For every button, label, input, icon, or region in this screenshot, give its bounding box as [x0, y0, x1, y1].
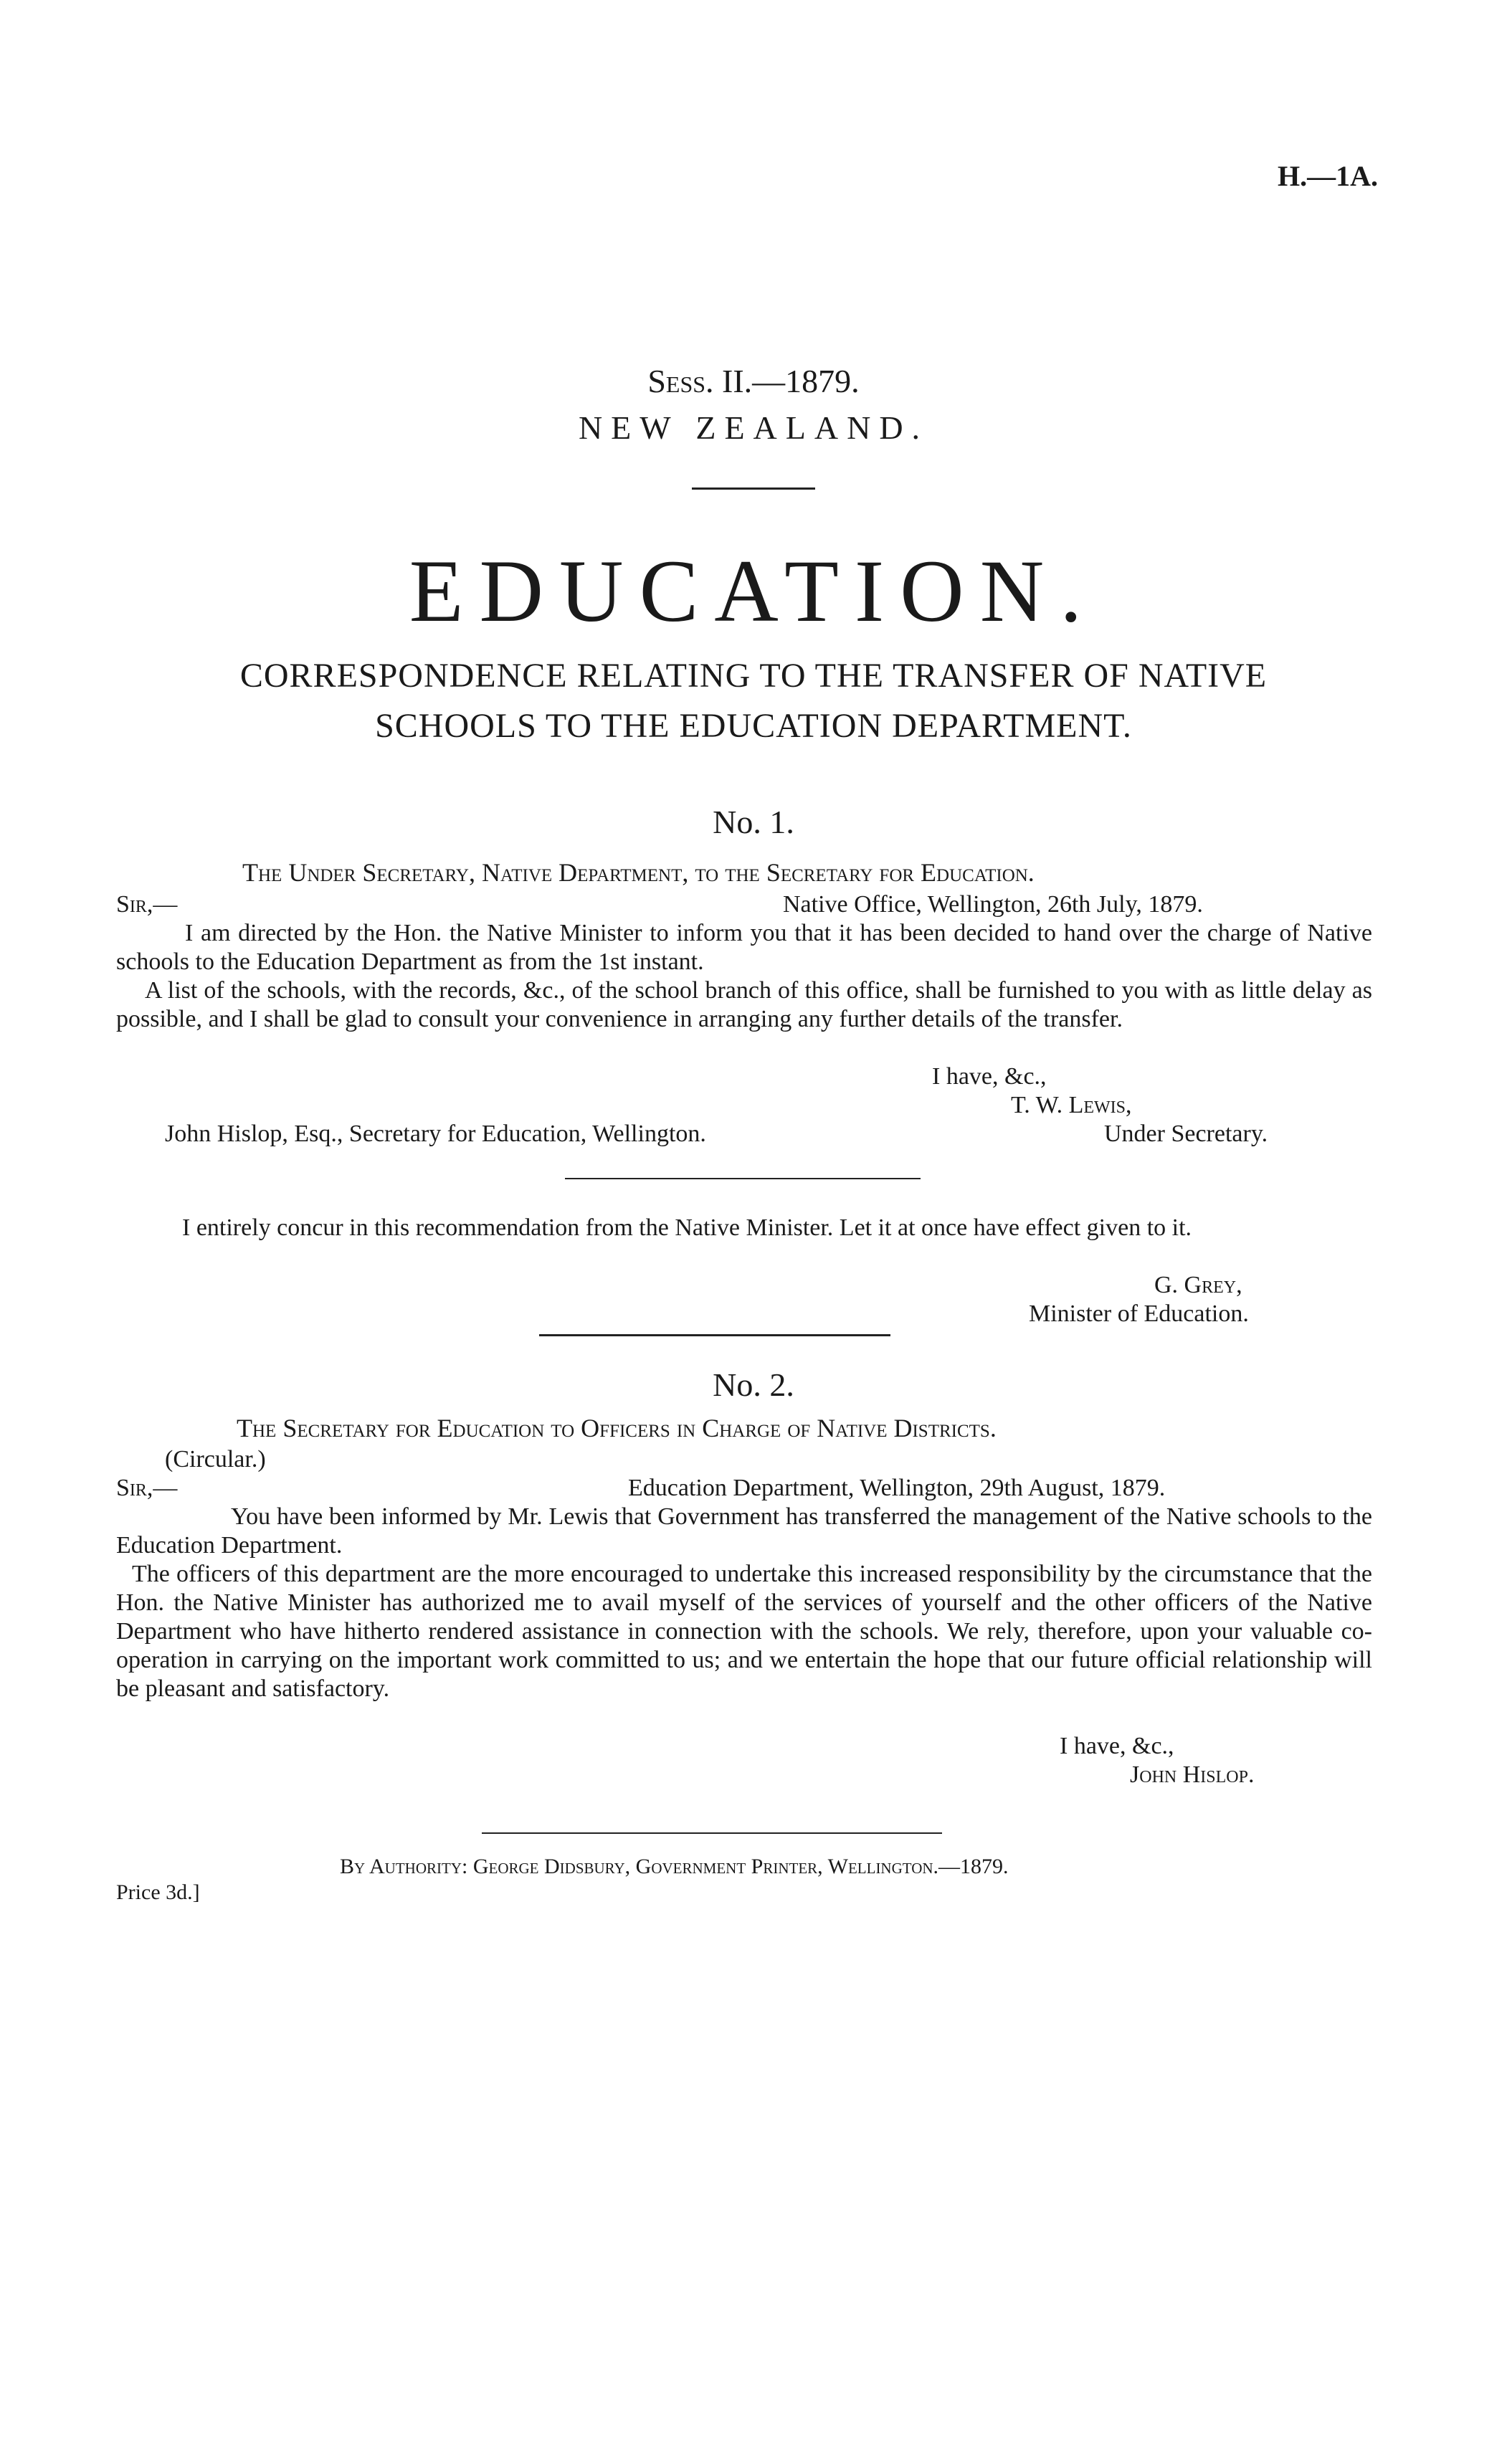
letter-1-paragraph-2: [116, 976, 1372, 1034]
letter-1-number: No. 1.: [713, 804, 794, 840]
letter-1-heading: The Under Secretary, Native Department, to the Secretary for Education.: [242, 858, 1035, 887]
title-divider: [692, 487, 815, 490]
letter-2-paragraph-2: [116, 1560, 1372, 1703]
letter-1-addressee: John Hislop, Esq., Secretary for Education, Wellington.: [165, 1121, 706, 1147]
letter-1-salutation: Sir,—: [116, 891, 178, 918]
footer-divider: [482, 1832, 942, 1834]
page-reference: H.—1A.: [1278, 160, 1378, 192]
footer-price: Price 3d.]: [116, 1880, 200, 1904]
letter-2-paragraph-2-text: The officers of this department are the more encouraged to undertake this increased responsibility by the circumstance that the Hon. the Native Minister has authorized me to avail myself of the services of yourself and the other officers of the Native Department who have hitherto rendered assistance in connection with the schools. We rely, therefore, upon your valuable co-operation in carrying on the important work committed to us; and we entertain the hope that our future official relationship will be pleasant and satisfactory.: [116, 1561, 1372, 1702]
session-line: Sess. II.—1879.: [647, 363, 860, 399]
minute-signature-title: Minister of Education.: [1029, 1300, 1249, 1327]
letter-2-note: (Circular.): [165, 1446, 266, 1473]
letter-2-paragraph-1-text: You have been informed by Mr. Lewis that Government has transferred the management of the Native schools to the Education Department.: [116, 1503, 1372, 1559]
section-divider-2: [539, 1334, 890, 1336]
document-title: EDUCATION.: [409, 542, 1098, 640]
letter-2-signature: John Hislop.: [1130, 1761, 1255, 1788]
minute-text-body: I entirely concur in this recommendation from the Native Minister. Let it at once have effect given to it.: [182, 1214, 1192, 1241]
letter-2-heading: The Secretary for Education to Officers in Charge of Native Districts.: [237, 1414, 997, 1442]
minute-text: [116, 1214, 1372, 1242]
letter-1-place-date: Native Office, Wellington, 26th July, 1879.: [783, 891, 1203, 918]
letter-1-paragraph-1-text: I am directed by the Hon. the Native Minister to inform you that it has been decided to hand over the charge of Native schools to the Education Department as from the 1st instant.: [116, 920, 1372, 975]
letter-1-closing: I have, &c.,: [932, 1063, 1047, 1090]
subtitle-line-2: SCHOOLS TO THE EDUCATION DEPARTMENT.: [375, 707, 1132, 745]
letter-2-closing: I have, &c.,: [1060, 1733, 1174, 1759]
footer-imprint: By Authority: George Didsbury, Government Printer, Wellington.—1879.: [340, 1855, 1009, 1878]
letter-2-salutation: Sir,—: [116, 1475, 178, 1501]
letter-2-place-date: Education Department, Wellington, 29th August, 1879.: [628, 1475, 1166, 1501]
subtitle-line-1: CORRESPONDENCE RELATING TO THE TRANSFER OF NATIVE: [239, 657, 1268, 695]
letter-1-signature: T. W. Lewis,: [1011, 1092, 1132, 1118]
letter-2-number: No. 2.: [713, 1366, 794, 1403]
section-divider-1: [565, 1178, 921, 1179]
letter-1-paragraph-2-text: A list of the schools, with the records, &c., of the school branch of this office, shall be furnished to you with as little delay as possible, and I shall be glad to consult your convenience in arranging any further details of the transfer.: [116, 977, 1372, 1032]
letter-1-signature-title: Under Secretary.: [1104, 1121, 1268, 1147]
letter-2-paragraph-1: [116, 1503, 1372, 1560]
country-line: NEW ZEALAND.: [578, 409, 929, 446]
letter-1-paragraph-1: [116, 919, 1372, 976]
minute-signature: G. Grey,: [1154, 1272, 1242, 1298]
